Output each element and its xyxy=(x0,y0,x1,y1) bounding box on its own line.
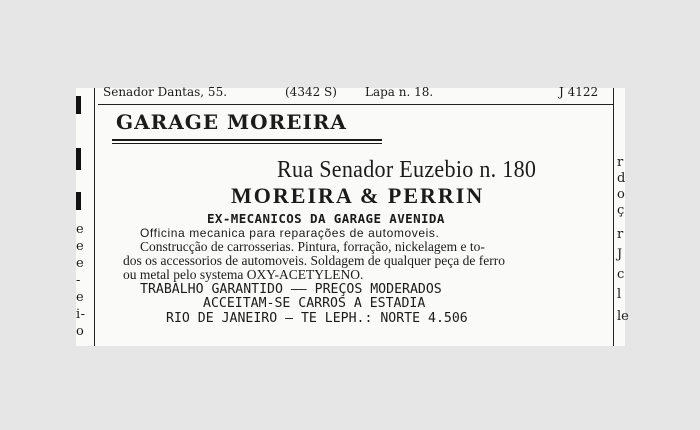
right-fragment: ç xyxy=(617,203,625,218)
ink-bar xyxy=(76,148,81,170)
left-fragment: o xyxy=(76,324,85,339)
left-fragment: - xyxy=(76,273,81,288)
ad-line-1: Officina mecanica para reparações de automoveis. xyxy=(140,226,440,240)
right-fragment: l xyxy=(617,287,622,302)
previous-ad-address-2: Lapa n. 18. xyxy=(365,85,434,99)
separator-rule xyxy=(98,104,614,105)
ad-line-2: Construcção de carrosserias. Pintura, forração, nickelagem e to- xyxy=(140,239,485,254)
left-fragment: e xyxy=(76,239,85,254)
left-fragment: i- xyxy=(76,307,86,322)
title-underline-thin xyxy=(112,143,382,144)
ink-bar xyxy=(76,192,81,210)
previous-ad-address: Senador Dantas, 55. xyxy=(103,85,228,99)
title-underline xyxy=(112,139,382,141)
previous-ad-line xyxy=(103,85,613,100)
right-fragment: d xyxy=(617,171,626,186)
right-fragment: le xyxy=(617,309,629,324)
right-fragment: o xyxy=(617,187,625,202)
column-rule-right xyxy=(613,88,614,346)
ad-line-6: ACCEITAM-SE CARROS A ESTADIA xyxy=(203,296,426,311)
ad-line-4: ou metal pelo systema OXY-ACETYLENO. xyxy=(123,267,364,282)
left-fragment: e xyxy=(76,222,85,237)
firm-name: MOREIRA & PERRIN xyxy=(231,183,485,208)
left-fragment: e xyxy=(76,290,85,305)
previous-ad-phone-2: J 4122 xyxy=(559,85,599,99)
ad-subtitle: EX-MECANICOS DA GARAGE AVENIDA xyxy=(207,211,445,226)
newspaper-clipping xyxy=(76,85,629,346)
right-fragment: r xyxy=(617,155,624,170)
ad-title: GARAGE MOREIRA xyxy=(116,110,347,134)
right-fragment: c xyxy=(617,267,625,282)
ad-address: Rua Senador Euzebio n. 180 xyxy=(277,157,537,183)
ad-line-5: TRABALHO GARANTIDO —— PREÇOS MODERADOS xyxy=(140,282,442,297)
ad-line-3: dos os accessorios de automoveis. Soldagem de qualquer peça de ferro xyxy=(123,253,506,268)
ad-line-7: RIO DE JANEIRO — TE LEPH.: NORTE 4.506 xyxy=(166,311,468,326)
left-fragment: e xyxy=(76,256,85,271)
right-fragment: J xyxy=(617,247,623,262)
ink-bar xyxy=(76,96,81,114)
column-rule-left xyxy=(94,88,95,346)
right-fragment: r xyxy=(617,227,624,242)
previous-ad-phone: (4342 S) xyxy=(285,85,337,99)
